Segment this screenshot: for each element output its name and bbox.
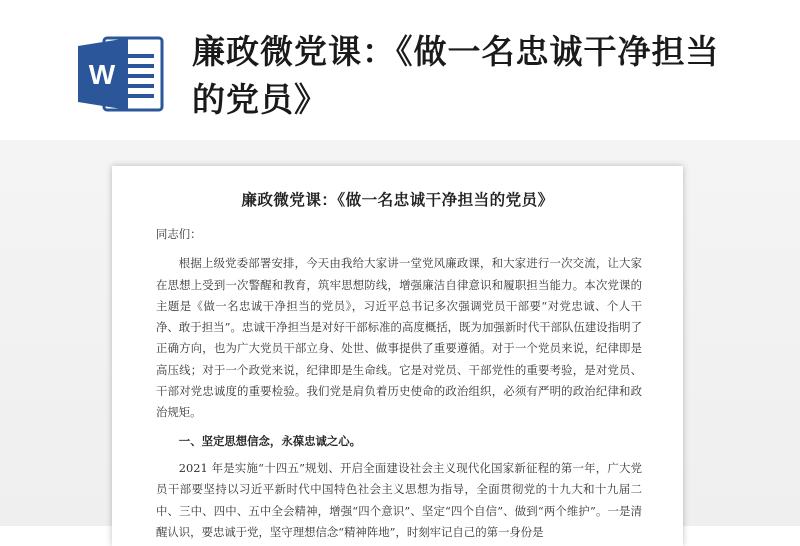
document-title: 廉政微党课：《做一名忠诚干净担当的党员》 [241, 190, 554, 209]
document-body [156, 224, 642, 543]
section-1-heading: 一、坚定思想信念，永葆忠诚之心。 [178, 433, 362, 448]
document-page [112, 166, 683, 546]
word-icon-letter: W [88, 59, 116, 90]
slide-header [0, 0, 800, 140]
greeting: 同志们： [156, 227, 202, 241]
paragraph-1: 根据上级党委部署安排，今天由我给大家讲一堂党风廉政课，和大家进行一次交流，让大家在思想上受到一次警醒和教育，筑牢思想防线，增强廉洁自律意识和履职担当能力。本次党课的主题是《做一名忠诚干净担当的党员》，习近平总书记多次强调党员干部要“对党忠诚、个人干净、敢于担当”。忠诚干净担当是对好干部标准的高度概括，既为加强新时代干部队伍建设指明了正确方向，也为广大党员干部立身、处世、做事提供了重要遵循。对于一个党员来说，纪律即是高压线；对于一个政党来说，纪律即是生命线。它是对党员、干部党性的重要考验，是对党员、干部对党忠诚度的重要检验。我们党是肩负着历史使命的政治组织，必须有严明的政治纪律和政治规矩。 [156, 256, 642, 420]
page-title: 廉政微党课：《做一名忠诚干净担当的党员》 [192, 32, 720, 119]
paragraph-2: 2021 年是实施“十四五”规划、开启全面建设社会主义现代化国家新征程的第一年，广大党员干部要坚持以习近平新时代中国特色社会主义思想为指导，全面贯彻党的十九大和十九届二中、三中、四中、五中全会精神，增强“四个意识”、坚定“四个自信”、做到“两个维护”。一是清醒认识，要忠诚于党，坚守理想信念“精神阵地”，时刻牢记自己的第一身份是 [156, 460, 642, 539]
word-document-icon [78, 36, 164, 112]
